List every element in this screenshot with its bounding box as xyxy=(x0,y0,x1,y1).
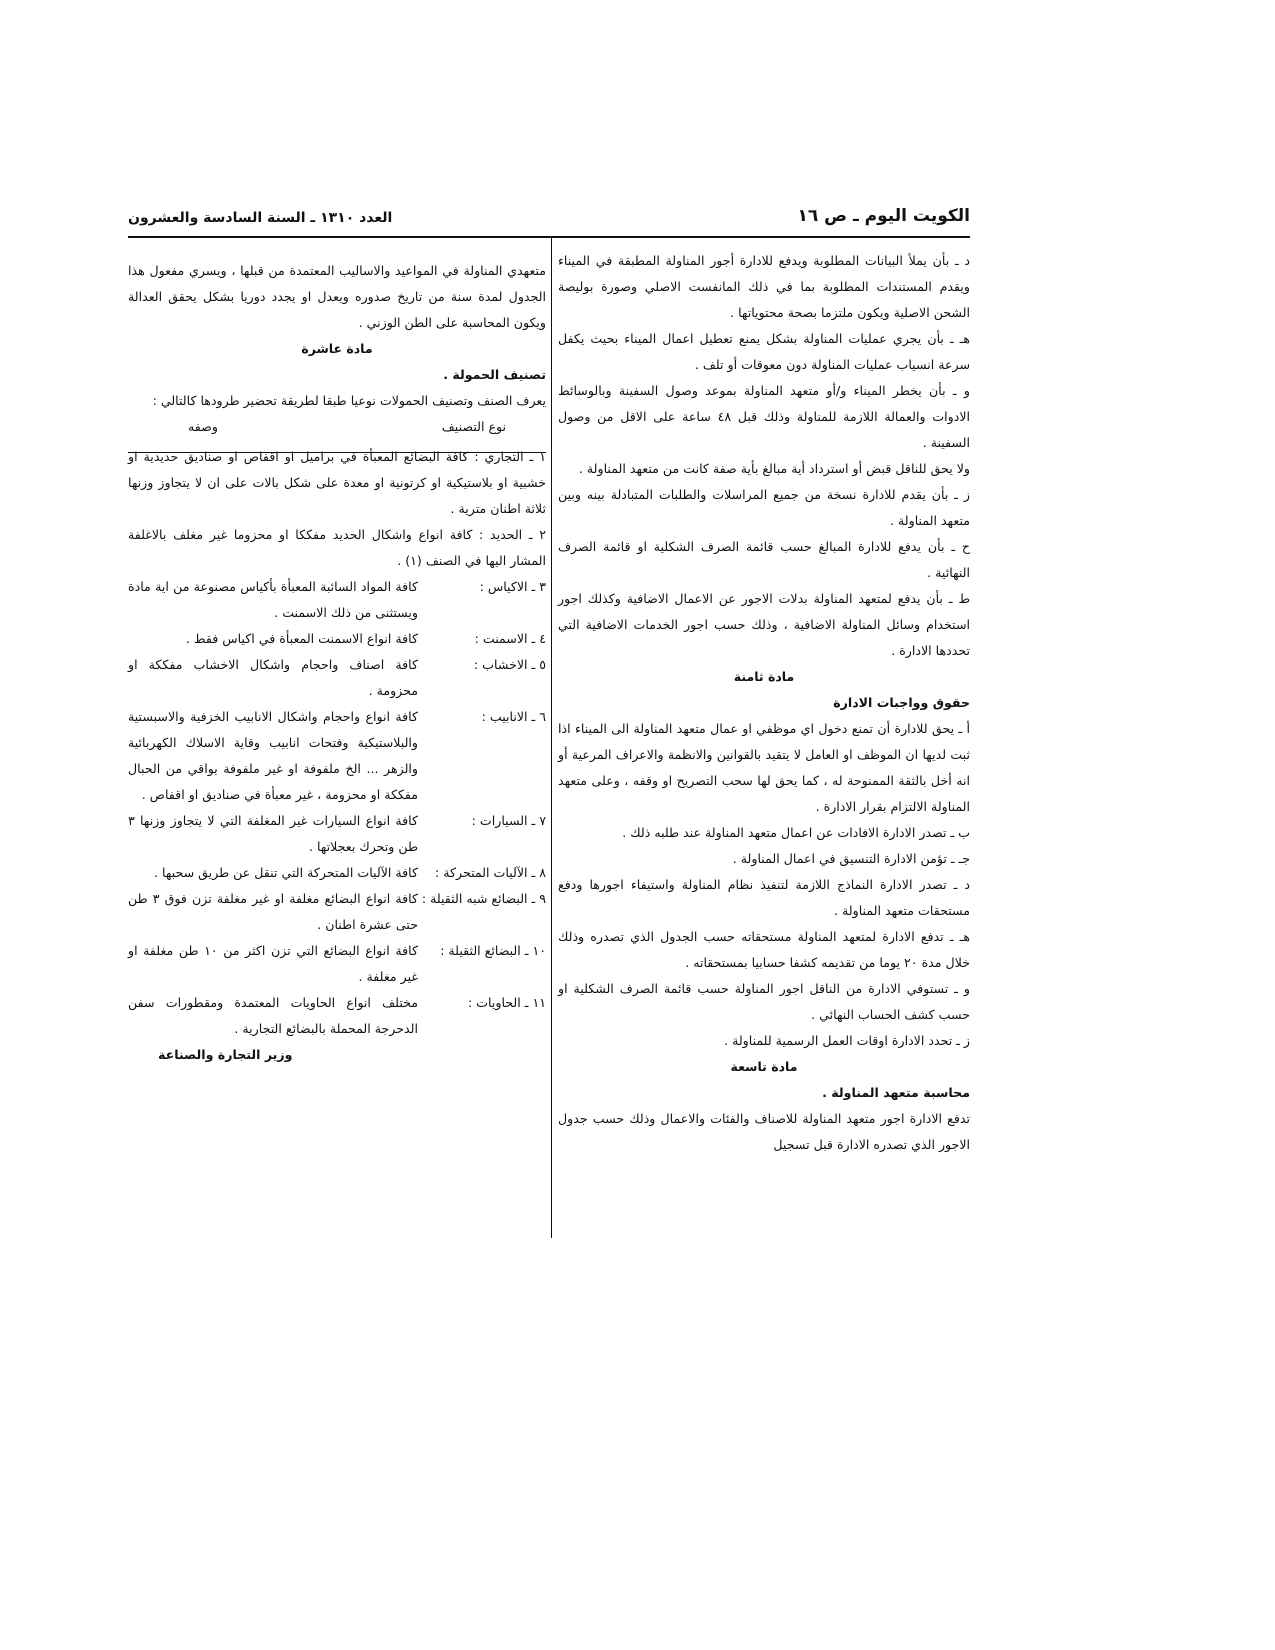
class-row-iron: ٢ ـ الحديد : كافة انواع واشكال الحديد مفككا او محزوما غير مغلف بالاغلفة المشار اليها في الصنف (١) . xyxy=(128,527,546,568)
paragraph-h: هـ ـ بأن يجري عمليات المناولة بشكل يمنع تعطيل اعمال الميناء بحيث يكفل سرعة انسياب عمليات المناولة دون معوقات أو تلف . xyxy=(558,331,970,372)
class-name: ٩ ـ البضائع شبه الثقيلة : xyxy=(421,891,546,906)
article-10-subtitle: تصنيف الحمولة . xyxy=(443,367,546,382)
article-8-item-w: و ـ تستوفي الادارة من الناقل اجور المناولة حسب قائمة الصرف الشكلية او حسب كشف الحساب النهائي . xyxy=(558,981,970,1022)
header-classification-type: نوع التصنيف xyxy=(441,419,506,434)
header-rule xyxy=(128,236,970,238)
class-row-heavy xyxy=(128,938,546,990)
class-description: كافة انواع البضائع مغلفة او غير مغلفة تزن فوق ٣ طن حتى عشرة اطنان . xyxy=(128,891,418,932)
article-8-item-j: جـ ـ تؤمن الادارة التنسيق في اعمال المناولة . xyxy=(732,851,970,866)
article-9-text: تدفع الادارة اجور متعهد المناولة للاصناف والفئات والاعمال وذلك حسب جدول الاجور الذي تصدره الادارة قبل تسجيل xyxy=(558,1111,970,1152)
article-8-subtitle: حقوق وواجبات الادارة xyxy=(833,695,970,710)
class-description: كافة المواد السائبة المعبأة بأكياس مصنوعة من اية مادة ويستثنى من ذلك الاسمنت . xyxy=(128,579,418,620)
class-name: ٣ ـ الاكياس : xyxy=(479,579,546,594)
class-row-mobile-machinery xyxy=(128,860,546,886)
page-header xyxy=(128,200,970,234)
paragraph-d: د ـ بأن يملأ البيانات المطلوبة ويدفع للادارة أجور المناولة المطبقة في الميناء ويقدم المستندات المطلوبة بما في ذلك المانفست الاصلي وصورة بوليصة الشحن الاصلية ويكون ملتزما بصحة محتوياتها . xyxy=(558,253,970,320)
article-10-text: يعرف الصنف وتصنيف الحمولات نوعيا طبقا لطريقة تحضير طرودها كالتالي : xyxy=(152,393,546,408)
left-column xyxy=(128,258,546,1068)
class-name: ١١ ـ الحاويات : xyxy=(467,995,546,1010)
class-description: كافة انواع الاسمنت المعبأة في اكياس فقط . xyxy=(185,631,418,646)
class-row-timber xyxy=(128,652,546,704)
class-description: كافة انواع واحجام واشكال الانابيب الخزفية والاسبستية والبلاستيكية وفتحات انابيب وقاية الاسلاك الكهربائية والزهر ... الخ ملفوفة او غير ملفوفة بواقي من الحبال مفككة او محزومة ، غير معبأة في صناديق او اقفاص . xyxy=(128,709,418,802)
article-8-item-b: ب ـ تصدر الادارة الافادات عن اعمال متعهد المناولة عند طلبه ذلك . xyxy=(622,825,970,840)
continuation-text: متعهدي المناولة في المواعيد والاساليب المعتمدة من قبلها ، ويسري مفعول هذا الجدول لمدة سنة من تاريخ صدوره ويعدل او يجدد دوريا بشكل يحقق العدالة ويكون المحاسبة على الطن الوزني . xyxy=(128,263,546,330)
column-divider xyxy=(551,238,552,1238)
paragraph-carrier-note: ولا يحق للناقل قبض أو استرداد أية مبالغ بأية صفة كانت من متعهد المناولة . xyxy=(578,461,970,476)
article-8-title: مادة ثامنة xyxy=(733,669,795,684)
article-8-item-h: هـ ـ تدفع الادارة لمتعهد المناولة مستحقاته حسب الجدول الذي تصدره وذلك خلال مدة ٢٠ يوما من تقديمه كشفا حسابيا بمستحقاته . xyxy=(558,929,970,970)
article-8-item-a: أ ـ يحق للادارة أن تمنع دخول اي موظفي او عمال متعهد المناولة الى الميناء اذا ثبت لديها ان الموظف او العامل لا يتقيد بالقوانين والانظمة والاعراف المرعية أو انه أخل بالثقة الممنوحة له ، كما يحق لها سحب التصريح او وقفه ، وعلى متعهد المناولة الالتزام بقرار الادارة . xyxy=(558,721,970,814)
right-column xyxy=(558,248,970,1158)
class-row-bags xyxy=(128,574,546,626)
paragraph-t: ط ـ بأن يدفع لمتعهد المناولة بدلات الاجور عن الاعمال الاضافية وكذلك اجور استخدام وسائل المناولة الاضافية ، وذلك حسب اجور الخدمات الاضافية التي تحددها الادارة . xyxy=(558,591,970,658)
class-description: كافة انواع السيارات غير المغلفة التي لا يتجاوز وزنها ٣ طن وتحرك بعجلاتها . xyxy=(128,813,418,854)
paragraph-z: ز ـ بأن يقدم للادارة نسخة من جميع المراسلات والطلبات المتبادلة بينه وبين متعهد المناولة . xyxy=(558,487,970,528)
class-description: مختلف انواع الحاويات المعتمدة ومقطورات سفن الدحرجة المحملة بالبضائع التجارية . xyxy=(128,995,418,1036)
article-10-title: مادة عاشرة xyxy=(301,341,373,356)
class-name: ٧ ـ السيارات : xyxy=(471,813,546,828)
classification-table-header xyxy=(128,414,546,440)
class-name: ٤ ـ الاسمنت : xyxy=(474,631,546,646)
class-row-semi-heavy xyxy=(128,886,546,938)
class-row-cars xyxy=(128,808,546,860)
paragraph-h2: ح ـ بأن يدفع للادارة المبالغ حسب قائمة الصرف الشكلية او قائمة الصرف النهائية . xyxy=(558,539,970,580)
article-8-item-d: د ـ تصدر الادارة النماذج اللازمة لتنفيذ نظام المناولة واستيفاء اجورها ودفع مستحقات متعهد المناولة . xyxy=(558,877,970,918)
article-9-subtitle: محاسبة متعهد المناولة . xyxy=(822,1085,970,1100)
header-description: وصفه xyxy=(188,419,218,434)
class-row-containers xyxy=(128,990,546,1042)
class-name: ٨ ـ الآليات المتحركة : xyxy=(435,865,546,880)
gazette-page-label: الكويت اليوم ـ ص ١٦ xyxy=(797,206,970,226)
class-name: ٥ ـ الاخشاب : xyxy=(473,657,546,672)
class-description: كافة الآليات المتحركة التي تنقل عن طريق سحبها . xyxy=(154,865,418,880)
class-row-cement xyxy=(128,626,546,652)
issue-number: العدد ١٣١٠ ـ السنة السادسة والعشرون xyxy=(128,210,393,226)
class-row-commercial: ١ ـ التجاري : كافة البضائع المعبأة في براميل او اقفاص او صناديق حديدية او خشبية او بلاستيكية او كرتونية او معدة على شكل بالات على ان لا يتجاوز وزنها ثلاثة اطنان مترية . xyxy=(128,449,546,516)
class-description: كافة اصناف واحجام واشكال الاخشاب مفككة او محزومة . xyxy=(128,657,418,698)
class-row-pipes xyxy=(128,704,546,808)
article-8-item-z: ز ـ تحدد الادارة اوقات العمل الرسمية للمناولة . xyxy=(724,1033,970,1048)
paragraph-w: و ـ بأن يخطر الميناء و/أو متعهد المناولة بموعد وصول السفينة وبالوسائط الادوات والعمالة اللازمة للمناولة وذلك قبل ٤٨ ساعة على الاقل من وصول السفينة . xyxy=(558,383,970,450)
article-9-title: مادة تاسعة xyxy=(730,1059,798,1074)
class-description: كافة انواع البضائع التي تزن اكثر من ١٠ طن مغلفة او غير مغلفة . xyxy=(128,943,418,984)
class-name: ٦ ـ الانابيب : xyxy=(481,709,546,724)
class-name: ١٠ ـ البضائع الثقيلة : xyxy=(440,943,546,958)
minister-signature: وزير التجارة والصناعة xyxy=(158,1047,293,1062)
